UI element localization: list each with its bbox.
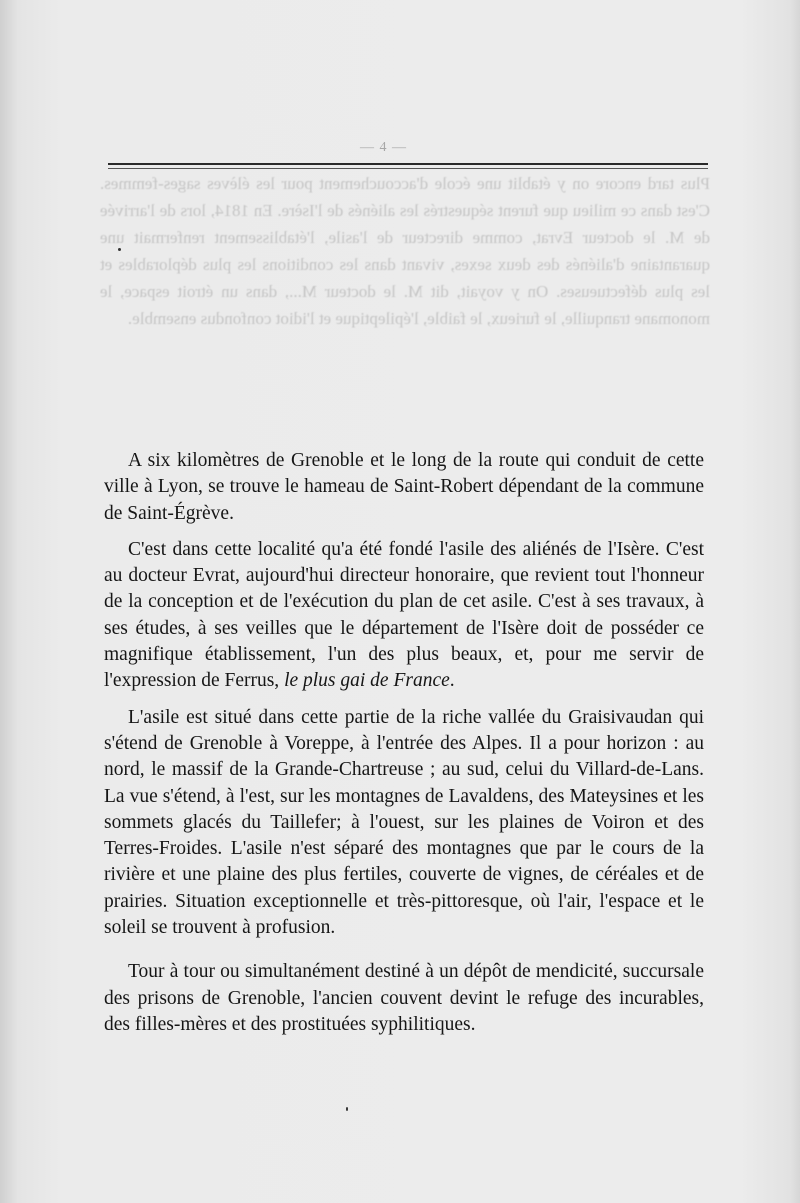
page-number-ghost: — 4 — [360,140,407,155]
show-through-text: Plus tard encore on y établit une école d'accouchement pour les élèves sages-femmes. C'est dans ce milieu que furent séquestrés les aliénés de l'Isère. En 1814, lors de l'arrivée de M. le docteur Evrat, comme directeur de l'asile, l'établissement renfermait une quarantaine d'aliénés des deux sexes, vivant dans les conditions les plus déplorables et les plus défectueuses. On y voyait, dit M. le docteur M..., dans un étroit espace, le monomane tranquille, le furieux, le faible, l'épileptique et l'idiot confondus ensemble. [100,174,710,328]
paragraph-1: A six kilomètres de Grenoble et le long de la route qui conduit de cette ville à Lyon, se trouve le hameau de Saint-Robert dépendant de la commune de Saint-Égrève. [104,450,704,524]
paragraph-4: Tour à tour ou simultanément destiné à un dépôt de mendicité, succursale des prisons de Grenoble, l'ancien couvent devint le refuge des incurables, des filles-mères et des prostituées syphilitiques. [104,961,704,1035]
document-body [104,448,704,1048]
paragraph-2-italic-quote: le plus gai de France [284,670,450,692]
print-speck [346,1107,348,1111]
header-rule-thin [108,168,708,169]
print-speck [118,248,121,251]
paragraph-2-end: . [449,670,455,692]
paragraph-2 [104,537,704,695]
paragraph-2-text: C'est dans cette localité qu'a été fondé l'asile des aliénés de l'Isère. C'est au docteur Evrat, aujourd'hui directeur honoraire, que revient tout l'honneur de la conception et de l'exécution du plan de cet asile. C'est à ses travaux, à ses études, à ses veilles que le département de l'Isère doit de posséder ce magnifique établissement, l'un des plus beaux, et, pour me servir de l'expression de Ferrus, [104,538,704,692]
paragraph-3: L'asile est situé dans cette partie de la riche vallée du Graisivaudan qui s'étend de Grenoble à Voreppe, à l'entrée des Alpes. Il a pour horizon : au nord, le massif de la Grande-Chartreuse ; au sud, celui du Villard-de-Lans. La vue s'étend, à l'est, sur les montagnes de Lavaldens, des Mateysines et les sommets glacés du Taillefer; à l'ouest, sur les plaines de Voiron et des Terres-Froides. L'asile n'est séparé des montagnes que par le cours de la rivière et une plaine des plus fertiles, couverte de vignes, de céréales et de prairies. Situation exceptionnelle et très-pittoresque, où l'air, l'espace et le soleil se trouvent à profusion. [104,706,704,939]
header-rule [108,163,708,165]
